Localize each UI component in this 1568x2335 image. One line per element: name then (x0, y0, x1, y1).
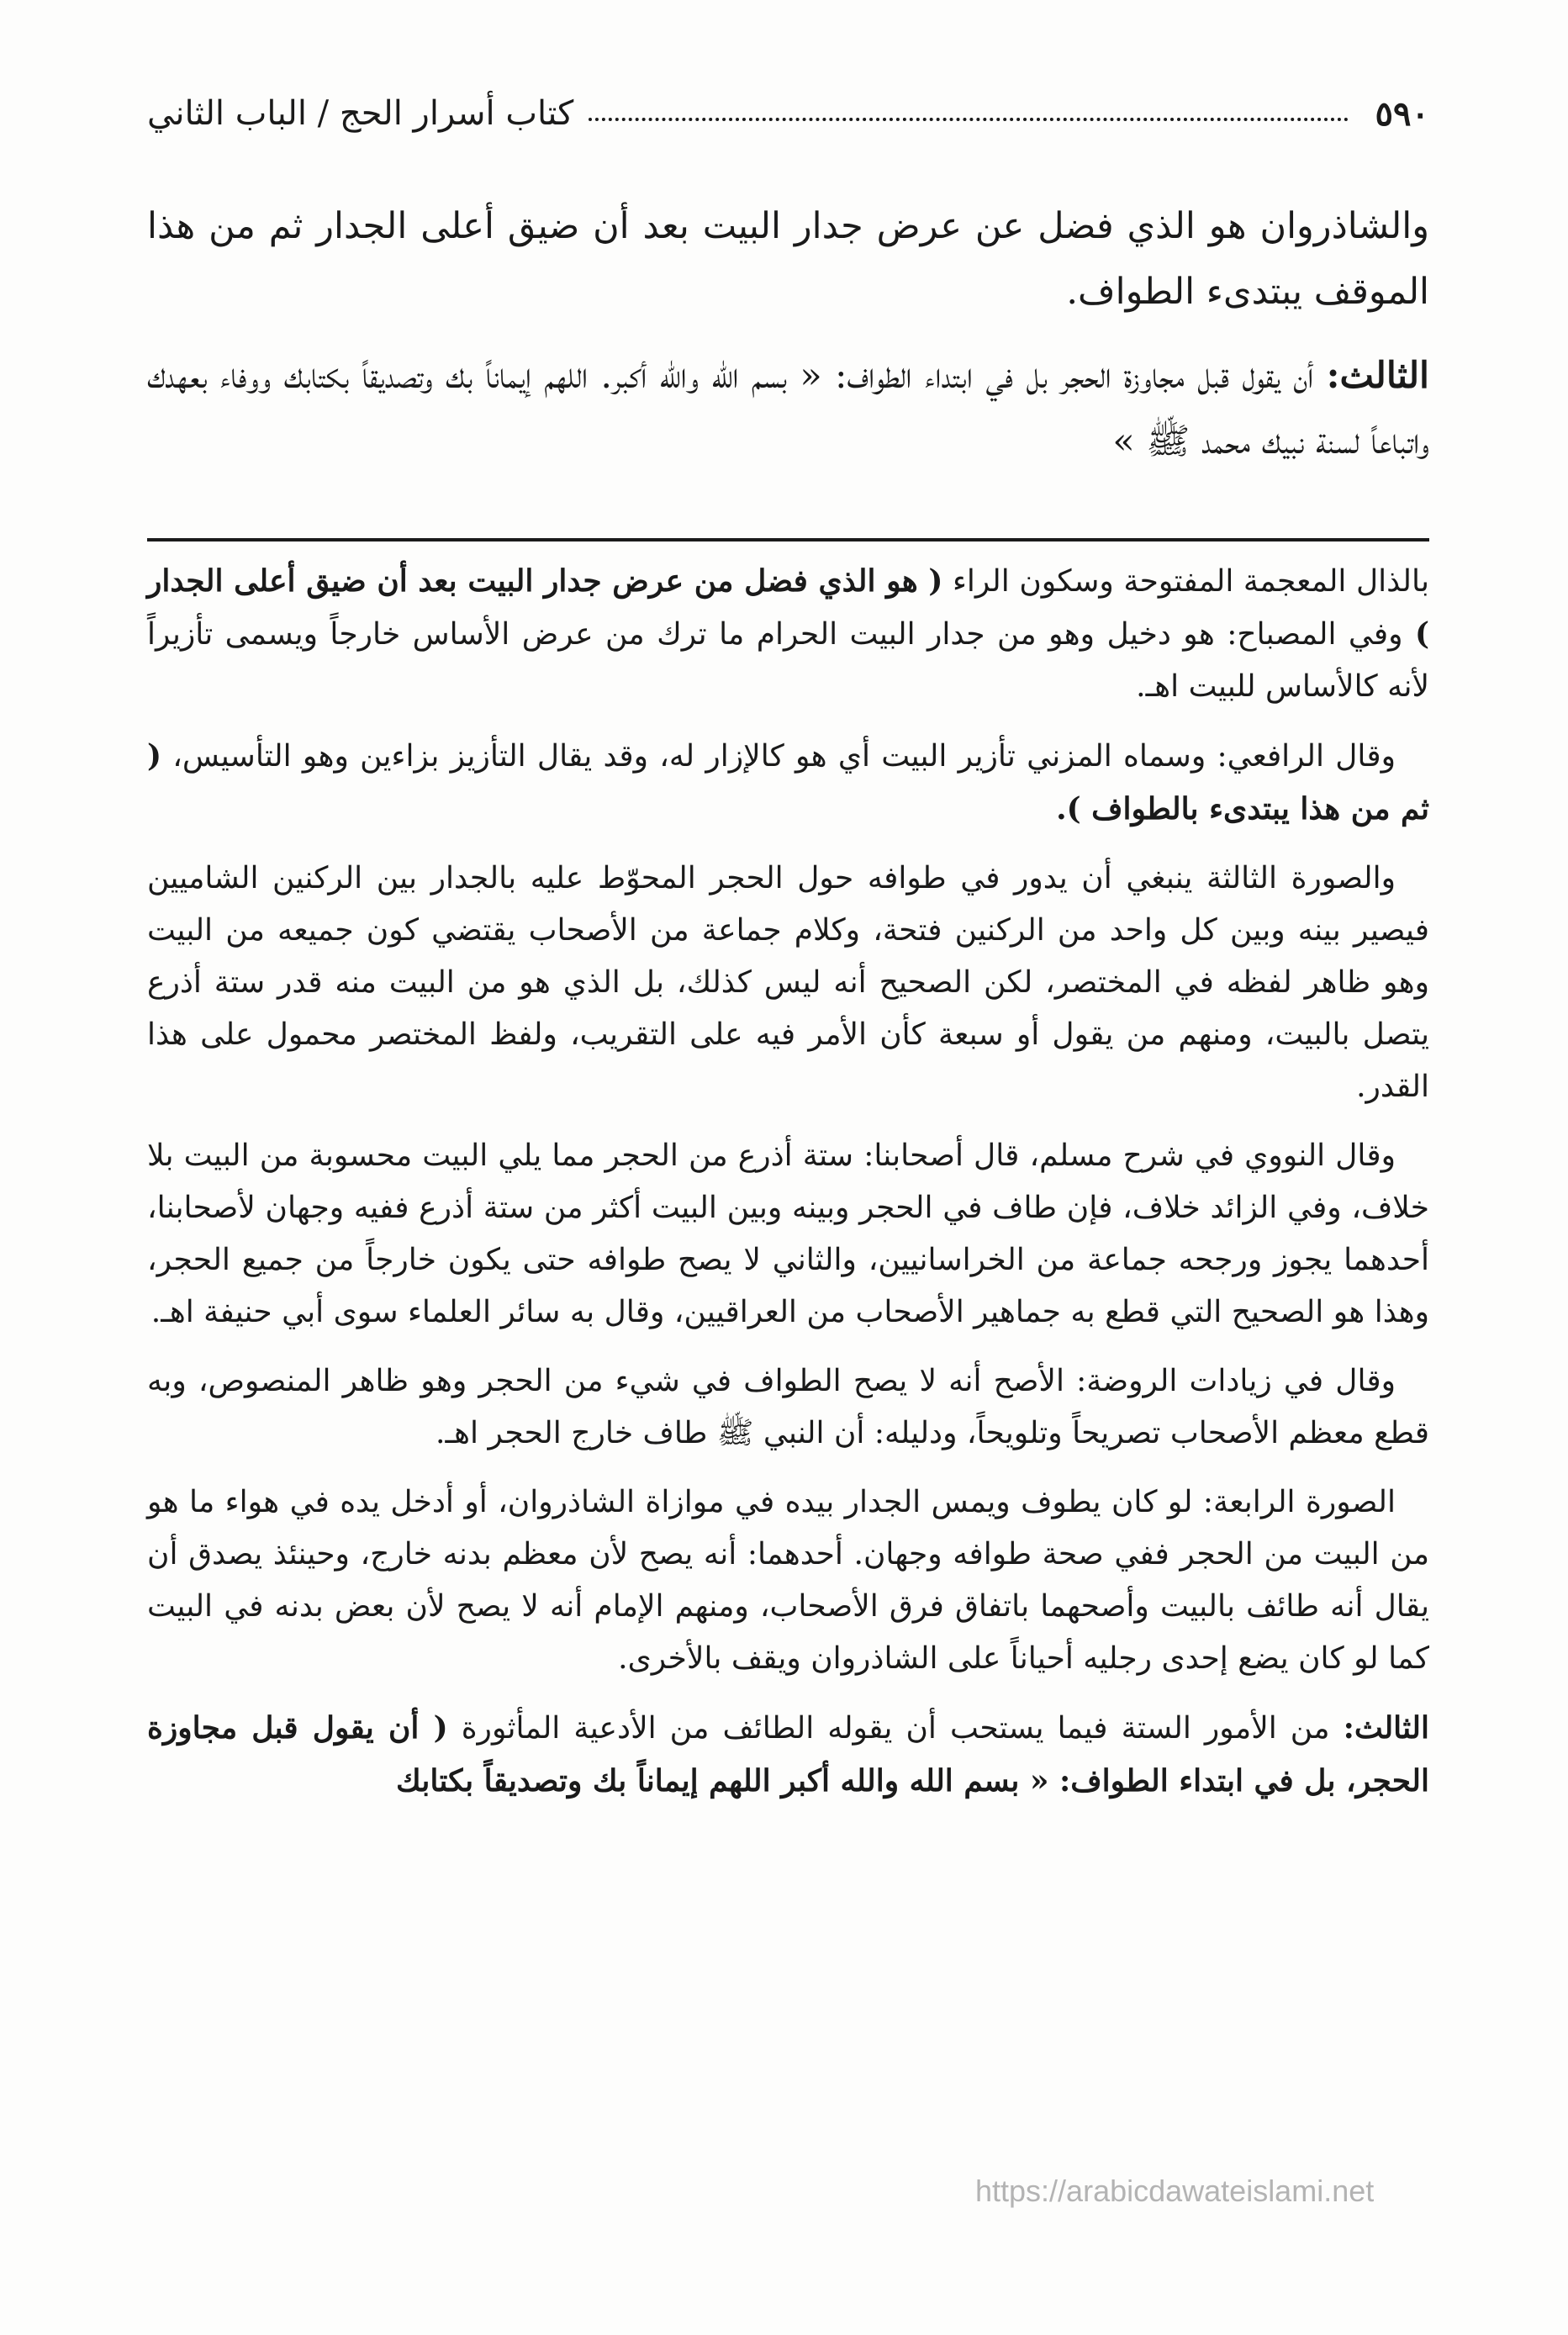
footnote-3: والصورة الثالثة ينبغي أن يدور في طوافه حول الحجر المحوّط عليه بالجدار بين الركنين الشاميين فيصير بينه وبين كل واحد من الركنين فتحة، وكلام جماعة من الأصحاب يقتضي كون جميعه من البيت وهو ظاهر لفظه في المختصر، لكن الصحيح أنه ليس كذلك، بل الذي هو من البيت منه قدر ستة أذرع يتصل بالبيت، ومنهم من يقول أو سبعة كأن الأمر فيه على التقريب، ولفظ المختصر محمول على هذا القدر. (147, 861, 1429, 1104)
main-text (147, 193, 1429, 493)
running-title: كتاب أسرار الحج / الباب الثاني (147, 94, 574, 133)
footnote-2 (147, 730, 1429, 836)
main-paragraph-2-label: الثالث: (1326, 355, 1429, 397)
footnotes (147, 555, 1429, 1825)
page-header (147, 80, 1429, 147)
main-paragraph-2-text: أن يقول قبل مجاوزة الحجر بل في ابتداء الطواف: « بسم الله والله أكبر. اللهم إيماناً بك وتصديقاً بكتابك ووفاء بعهدك واتباعاً لسنة نبيك محمد ﷺ » (147, 355, 1429, 462)
main-paragraph-1: والشاذروان هو الذي فضل عن عرض جدار البيت بعد أن ضيق أعلى الجدار ثم من هذا الموقف يبتدىء الطواف. (147, 205, 1429, 313)
footnote-7-bold: ( أن يقول قبل مجاوزة الحجر، بل في ابتداء الطواف: « بسم الله والله أكبر اللهم إيماناً بك وتصديقاً بكتابك (147, 1710, 1429, 1799)
main-paragraph-2 (147, 343, 1429, 474)
footnote-1-post: وفي المصباح: هو دخيل وهو من جدار البيت الحرام ما ترك من عرض الأساس خارجاً ويسمى تأزيراً لأنه كالأساس للبيت اهـ. (147, 617, 1429, 704)
footnote-7 (147, 1702, 1429, 1808)
footnote-1 (147, 555, 1429, 713)
footnote-2-bold: ( ثم من هذا يبتدىء بالطواف ). (147, 738, 1429, 827)
footnote-2-pre: وقال الرافعي: وسماه المزني تأزير البيت أي هو كالإزار له، وقد يقال التأزيز بزاءين وهو التأسيس، (161, 739, 1396, 774)
header-dotted-leader (589, 118, 1348, 121)
footnote-separator (147, 538, 1429, 541)
footnote-6: الصورة الرابعة: لو كان يطوف ويمس الجدار بيده في موازاة الشاذروان، أو أدخل يده في هواء ما هو من البيت من الحجر ففي صحة طوافه وجهان. أحدهما: أنه يصح لأن معظم بدنه خارج، وحينئذ يصدق أن يقال أنه طائف بالبيت وأصحهما باتفاق فرق الأصحاب، ومنهم الإمام أنه لا يصح لأن بعض بدنه في البيت كما لو كان يضع إحدى رجليه أحياناً على الشاذروان ويقف بالأخرى. (147, 1485, 1430, 1676)
footnote-4: وقال النووي في شرح مسلم، قال أصحابنا: ستة أذرع من الحجر مما يلي البيت محسوبة من البيت بلا خلاف، وفي الزائد خلاف، فإن طاف في الحجر وبينه وبين البيت أكثر من ستة أذرع ففيه وجهان لأصحابنا، أحدهما يجوز ورجحه جماعة من الخراسانيين، والثاني لا يصح طوافه حتى يكون خارجاً من جميع الحجر، وهذا هو الصحيح التي قطع به جماهير الأصحاب من العراقيين، وقال به سائر العلماء سوى أبي حنيفة اهـ. (147, 1138, 1429, 1329)
footnote-7-label: الثالث: (1343, 1710, 1429, 1746)
footnote-1-pre: بالذال المعجمة المفتوحة وسكون الراء (942, 564, 1429, 599)
footnote-1-bold: ( هو الذي فضل من عرض جدار البيت بعد أن ضيق أعلى الجدار ) (147, 563, 1429, 652)
footnote-7-pre: من الأمور الستة فيما يستحب أن يقوله الطائف من الأدعية المأثورة (447, 1711, 1344, 1746)
footnote-5: وقال في زيادات الروضة: الأصح أنه لا يصح الطواف في شيء من الحجر وهو ظاهر المنصوص، وبه قطع معظم الأصحاب تصريحاً وتلويحاً، ودليله: أن النبي ﷺ طاف خارج الحجر اهـ. (147, 1364, 1429, 1450)
page-number: ٥٩٠ (1375, 93, 1429, 134)
watermark-url: https://arabicdawateislami.net (975, 2174, 1375, 2208)
